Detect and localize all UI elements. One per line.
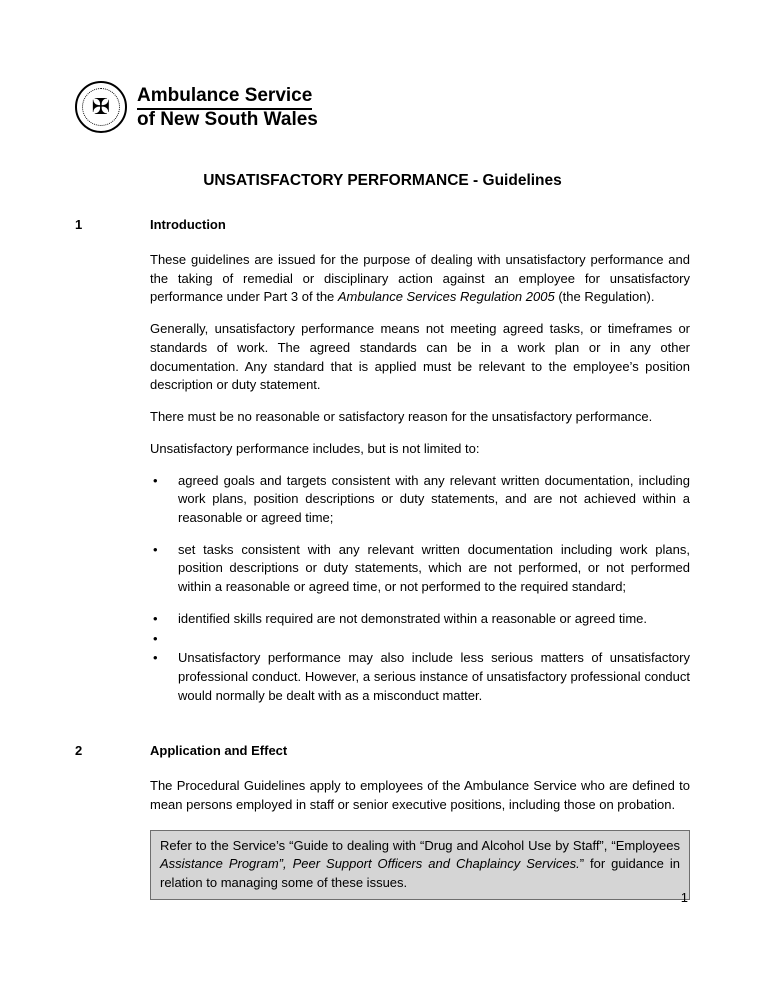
bullet-item-empty [150,630,690,649]
highlighted-note-box [150,830,690,900]
logo-org-name: Ambulance Service [137,86,312,110]
section-number: 1 [75,217,83,233]
bullet-text: set tasks consistent with any relevant written documentation including work plans, position descriptions or duty statements, which are not performed, or not performed within a reasonable or agreed time, or not performed to the required standard; [178,541,690,595]
paragraph: Generally, unsatisfactory performance means not meeting agreed tasks, or timeframes or standards of work. The agreed standards can be in a work plan or in any other documentation. Any standard that is applied must be relevant to the employee’s position description or duty statement. [150,321,690,393]
page-number: 1 [680,890,688,906]
paragraph: The Procedural Guidelines apply to employees of the Ambulance Service who are defined to mean persons employed in staff or senior executive positions, including those on probation. [150,778,690,812]
bullet-marker: • [153,650,158,666]
document-title: UNSATISFACTORY PERFORMANCE - Guidelines [203,172,562,189]
maltese-cross-icon: ✠ [91,94,111,119]
note-text: Refer to the Service’s “Guide to dealing with “Drug and Alcohol Use by Staff”, “Employees [160,837,680,853]
note-text: ” for guidance in relation to managing some of these issues. [160,856,680,890]
section-body [150,742,690,899]
paragraph-text: These guidelines are issued for the purpose of dealing with unsatisfactory performance and the taking of remedial or disciplinary action against an employee for unsatisfactory performance under Part 3 of the [150,252,690,305]
ambulance-service-crest-icon [75,81,127,133]
paragraph-text-italic: Ambulance Services Regulation 2005 [337,289,555,305]
paragraph [150,251,690,307]
section-introduction [75,216,690,718]
bullet-marker: • [153,610,158,626]
bullet-item [150,649,690,705]
logo-text [137,84,318,130]
logo [75,80,690,134]
bullet-text: Unsatisfactory performance may also include less serious matters of unsatisfactory professional conduct. However, a serious instance of unsatisfactory professional conduct would normally be dealt with as a misconduct matter. [178,650,690,703]
note-text-italic: Assistance Program”, Peer Support Officers and Chaplaincy Services. [160,856,580,872]
paragraph: There must be no reasonable or satisfactory reason for the unsatisfactory performance. [150,409,653,425]
section-heading: Application and Effect [150,743,288,759]
bullet-item [150,541,690,597]
bullet-text: agreed goals and targets consistent with any relevant written documentation, including work plans, position descriptions or duty statements, and are not achieved within a reasonable or agreed time; [178,472,690,525]
section-heading: Introduction [150,217,226,233]
section-application-and-effect [75,742,690,899]
bullet-text [178,630,690,649]
bullet-item [150,472,690,528]
bullet-marker: • [153,630,158,646]
section-body [150,216,690,718]
paragraph-text: (the Regulation). [554,289,655,305]
bullet-item [150,610,690,629]
bullet-marker: • [153,472,158,488]
section-number: 2 [75,743,83,759]
paragraph: Unsatisfactory performance includes, but is not limited to: [150,440,480,456]
bullet-text: identified skills required are not demonstrated within a reasonable or agreed time. [178,610,647,626]
logo-org-region: of New South Wales [137,108,318,130]
bullet-marker: • [153,541,158,557]
